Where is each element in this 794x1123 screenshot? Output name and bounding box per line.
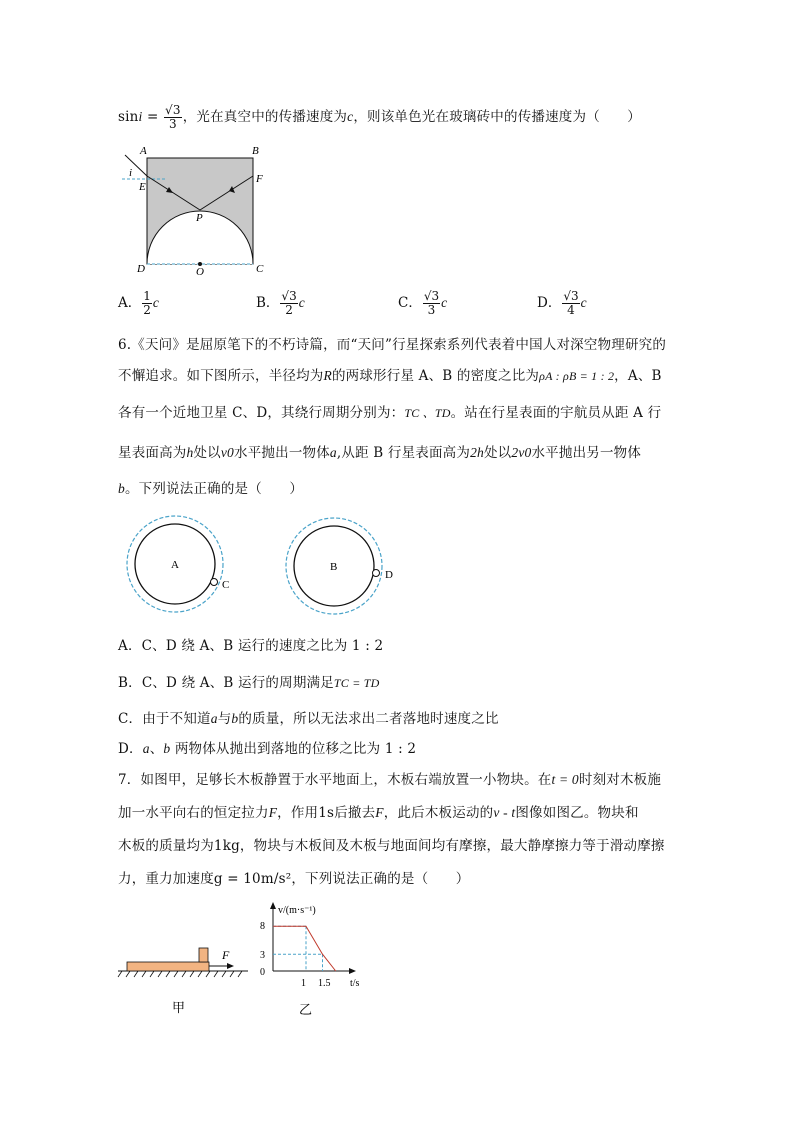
x-tick-1.5: 1.5 — [318, 978, 331, 989]
planet-b-label: B — [330, 561, 338, 573]
y-axis-arrow — [270, 902, 276, 909]
q7-line-2: 加一水平向右的恒定拉力F，作用1s后撤去F，此后木板运动的v - t图像如图乙。物块和 — [118, 805, 639, 821]
caption-yi: 乙 — [299, 1003, 313, 1018]
series-line — [273, 926, 336, 971]
q5-option-c: C． $\frac{√3}{3}$ c — [398, 289, 448, 317]
label-C: C — [256, 263, 264, 275]
planet-a-label: A — [171, 559, 179, 571]
q6-line-3: 各有一个近地卫星 C、D，其绕行周期分别为：TC 、TD。站在行星表面的宇航员从距 A 行 — [118, 405, 662, 421]
sin-prefix: sin — [118, 109, 139, 125]
q6-line-1: 6.《天问》是屈原笔下的不朽诗篇，而“天问”行星探索系列代表着中国人对深空物理研究的 — [118, 337, 667, 353]
y-tick-3: 3 — [260, 950, 265, 961]
q5-option-b: B． $\frac{√3}{2}$ c — [256, 289, 305, 317]
y-tick-0: 0 — [260, 967, 265, 978]
x-axis-arrow — [349, 968, 356, 974]
q6-option-c: C．由于不知道a与b的质量，所以无法求出二者落地时速度之比 — [118, 711, 499, 727]
q5-option-a: A． $\frac{1}{2}$ c — [118, 289, 159, 317]
x-tick-1: 1 — [301, 978, 306, 989]
q6-line-4: 星表面高为h处以v0水平抛出一物体a,从距 B 行星表面高为2h处以2v0水平抛出另一物体 — [118, 445, 642, 461]
q7-line-3: 木板的质量均为1kg，物块与木板间及木板与地面间均有摩擦，最大静摩擦力等于滑动摩擦 — [118, 838, 665, 854]
q5-stem-text: ，光在真空中的传播速度为 — [182, 109, 348, 125]
y-tick-8: 8 — [260, 921, 265, 932]
q6-option-b: B．C、D 绕 A、B 运行的周期满足TC = TD — [118, 675, 380, 691]
label-D: D — [137, 263, 145, 275]
caption-jia: 甲 — [172, 1001, 186, 1016]
q6-line-2: 不懈追求。如下图所示，半径均为R的两球形行星 A、B 的密度之比为ρA : ρB = 1 : 2，A、B — [118, 368, 662, 384]
guide-lines — [273, 926, 336, 971]
sin-var: i — [138, 109, 143, 124]
sin-eq: = — [147, 109, 159, 125]
q6-line-5: b。下列说法正确的是（ ） — [118, 481, 304, 497]
label-E: E — [139, 181, 146, 193]
label-O: O — [196, 266, 204, 278]
label-i: i — [129, 167, 133, 179]
q7-line-4: 力，重力加速度g = 10m/s²，下列说法正确的是（ ） — [118, 871, 470, 887]
satellite-c-label: C — [222, 579, 230, 591]
label-B: B — [252, 145, 259, 157]
force-label: F — [222, 948, 230, 962]
q7-line-1: 7．如图甲，足够长木板静置于水平地面上，木板右端放置一小物块。在t = 0时刻对木板施 — [118, 772, 662, 788]
satellite-d-label: D — [385, 569, 393, 581]
q6-option-d: D．a、b 两物体从抛出到落地的位移之比为 1 : 2 — [118, 741, 417, 757]
q5-c: c — [347, 109, 354, 124]
label-A: A — [140, 145, 147, 157]
y-axis-label: v/(m·s⁻¹) — [278, 905, 316, 916]
q5-option-d: D． $\frac{√3}{4}$ c — [537, 289, 587, 317]
sin-fraction: $\frac{√3}{3}$ — [165, 103, 181, 131]
q6-option-a: A．C、D 绕 A、B 运行的速度之比为 1 : 2 — [118, 638, 384, 654]
label-P: P — [196, 212, 203, 224]
label-F: F — [256, 173, 263, 185]
q5-stem-text2: ，则该单色光在玻璃砖中的传播速度为（ ） — [353, 109, 642, 125]
x-axis-label: t/s — [350, 978, 360, 989]
